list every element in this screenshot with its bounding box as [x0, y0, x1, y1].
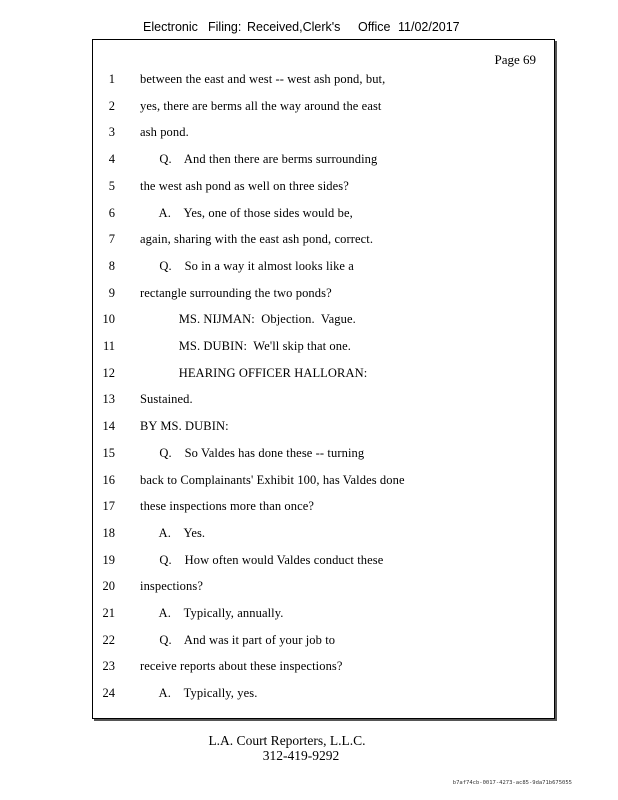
line-number: 22: [102, 632, 115, 647]
transcript-page: [92, 39, 555, 719]
line-text: A. Yes, one of those sides would be,: [140, 205, 353, 220]
transcript-line: [93, 526, 555, 546]
line-number: 24: [102, 686, 115, 701]
line-text: receive reports about these inspections?: [140, 659, 343, 674]
transcript-line: [93, 553, 555, 573]
line-text: ash pond.: [140, 125, 189, 140]
line-number: 8: [108, 258, 115, 273]
transcript-line: [93, 339, 555, 359]
line-number: 16: [102, 472, 115, 487]
line-number: 11: [102, 339, 115, 353]
transcript-line: [93, 232, 555, 252]
line-number: 14: [102, 419, 115, 434]
line-number: 9: [108, 285, 115, 300]
line-text: the west ash pond as well on three sides?: [140, 178, 349, 193]
line-text: again, sharing with the east ash pond, correct.: [140, 232, 374, 247]
line-number: 10: [102, 312, 115, 327]
line-text: A. Yes.: [140, 525, 206, 540]
line-number: 17: [102, 499, 115, 514]
header-received: Received,Clerk's: [247, 20, 341, 34]
line-number: 3: [108, 125, 115, 140]
transcript-line: [93, 686, 555, 706]
transcript-line: [93, 392, 555, 412]
line-text: Q. So in a way it almost looks like a: [140, 258, 354, 273]
line-text: Sustained.: [140, 392, 193, 407]
transcript-line: [93, 152, 555, 172]
line-number: 4: [108, 152, 115, 167]
header-office: Office: [358, 20, 391, 34]
transcript-line: [93, 606, 555, 626]
footer-phone: 312-419-9292: [262, 748, 340, 763]
transcript-line: [93, 499, 555, 519]
transcript-line: [93, 312, 555, 332]
transcript-line: [93, 473, 555, 493]
line-text: MS. NIJMAN: Objection. Vague.: [140, 312, 356, 327]
transcript-line: [93, 446, 555, 466]
line-number: 13: [102, 392, 115, 407]
line-number: 19: [102, 552, 115, 567]
line-text: HEARING OFFICER HALLORAN:: [140, 365, 368, 380]
line-text: yes, there are berms all the way around the east: [140, 98, 382, 113]
line-number: 12: [102, 365, 115, 380]
transcript-line: [93, 419, 555, 439]
transcript-line: [93, 633, 555, 653]
document-hash: b7af74cb-0017-4273-ac85-9da71b675055: [452, 780, 572, 786]
line-text: rectangle surrounding the two ponds?: [140, 285, 332, 300]
transcript-line: [93, 72, 555, 92]
line-text: A. Typically, yes.: [140, 686, 258, 701]
line-text: inspections?: [140, 579, 203, 594]
line-number: 23: [102, 659, 115, 674]
line-number: 15: [102, 445, 115, 460]
header-filing: Filing:: [208, 20, 242, 34]
line-text: MS. DUBIN: We'll skip that one.: [140, 339, 351, 353]
line-text: Q. So Valdes has done these -- turning: [140, 445, 365, 460]
transcript-line: [93, 259, 555, 279]
line-number: 7: [108, 232, 115, 247]
line-number: 1: [108, 72, 115, 86]
line-number: 18: [102, 525, 115, 540]
line-text: A. Typically, annually.: [140, 606, 284, 620]
transcript-line: [93, 659, 555, 679]
line-text: BY MS. DUBIN:: [140, 419, 229, 434]
line-number: 21: [102, 606, 115, 620]
line-text: these inspections more than once?: [140, 499, 315, 514]
filing-header: [0, 20, 618, 38]
line-number: 20: [102, 579, 115, 594]
transcript-line: [93, 179, 555, 199]
transcript-line: [93, 579, 555, 599]
transcript-line: [93, 366, 555, 386]
transcript-line: [93, 125, 555, 145]
line-text: between the east and west -- west ash pond, but,: [140, 72, 386, 86]
line-text: Q. How often would Valdes conduct these: [140, 552, 384, 567]
line-text: Q. And was it part of your job to: [140, 632, 336, 647]
line-text: back to Complainants' Exhibit 100, has Valdes done: [140, 472, 405, 487]
line-number: 2: [108, 98, 115, 113]
header-electronic: Electronic: [143, 20, 198, 34]
line-number: 6: [108, 205, 115, 220]
page-number: Page 69: [494, 52, 536, 67]
transcript-line: [93, 286, 555, 306]
footer-company: L.A. Court Reporters, L.L.C.: [208, 733, 366, 748]
transcript-line: [93, 206, 555, 226]
line-text: Q. And then there are berms surrounding: [140, 152, 378, 167]
transcript-line: [93, 99, 555, 119]
line-number: 5: [108, 178, 115, 193]
header-date: 11/02/2017: [398, 20, 460, 34]
